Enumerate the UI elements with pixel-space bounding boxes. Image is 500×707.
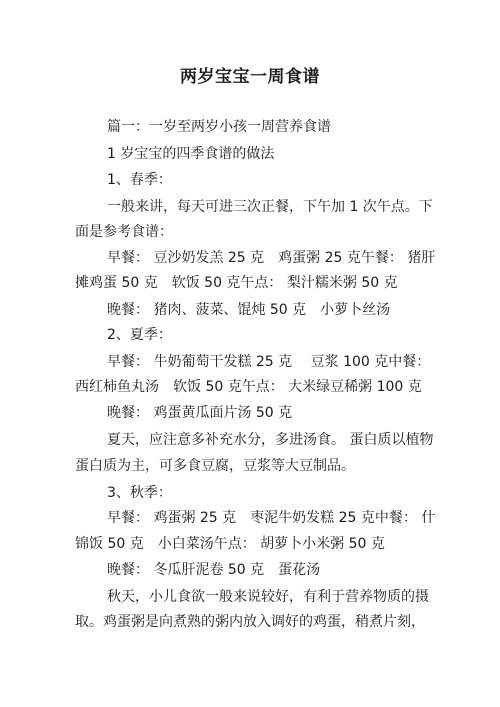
menu-line: 早餐： 鸡蛋粥 25 克 枣泥牛奶发糕 25 克中餐： 什 bbox=[107, 510, 436, 526]
paragraph-line: 面是参考食谱： bbox=[75, 224, 173, 240]
menu-line: 早餐： 豆沙奶发羔 25 克 鸡蛋粥 25 克午餐： 猪肝 bbox=[107, 250, 436, 266]
paragraph-line: 1 岁宝宝的四季食谱的做法 bbox=[107, 146, 275, 162]
paragraph-line: 夏天，应注意多补充水分，多进汤食。 蛋白质以植物 bbox=[107, 432, 434, 448]
paragraph-line: 蛋白质为主，可多食豆腐，豆浆等大豆制品。 bbox=[75, 458, 355, 474]
paragraph-line: 秋天，小儿食欲一般来说较好，有利于营养物质的摄 bbox=[107, 589, 429, 605]
menu-line: 摊鸡蛋 50 克 软饭 50 克午点： 梨汁糯米粥 50 克 bbox=[75, 275, 398, 291]
paragraph-line: 取。鸡蛋粥是向煮熟的粥内放入调好的鸡蛋，稍煮片刻， bbox=[75, 614, 425, 630]
season-heading-summer: 2、夏季： bbox=[107, 327, 172, 343]
menu-line: 西红柿鱼丸汤 软饭 50 克午点： 大米绿豆稀粥 100 克 bbox=[75, 379, 422, 395]
paragraph-line: 一般来讲，每天可进三次正餐，下午加 1 次午点。下 bbox=[107, 199, 433, 215]
section-heading: 篇一：一岁至两岁小孩一周营养食谱 bbox=[107, 119, 331, 135]
menu-line: 晚餐： 猪肉、菠菜、馄炖 50 克 小萝卜丝汤 bbox=[107, 302, 391, 318]
menu-line: 晚餐： 冬瓜肝泥卷 50 克 蛋花汤 bbox=[107, 562, 321, 578]
menu-line: 锦饭 50 克 小白菜汤午点： 胡萝卜小米粥 50 克 bbox=[75, 536, 385, 552]
season-heading-spring: 1、春季： bbox=[107, 172, 172, 188]
menu-line: 早餐： 牛奶葡萄干发糕 25 克 豆浆 100 克中餐： bbox=[107, 354, 431, 370]
menu-line: 晚餐： 鸡蛋黄瓜面片汤 50 克 bbox=[107, 405, 293, 421]
season-heading-autumn: 3、秋季： bbox=[107, 485, 172, 501]
document-title: 两岁宝宝一周食谱 bbox=[180, 67, 320, 87]
